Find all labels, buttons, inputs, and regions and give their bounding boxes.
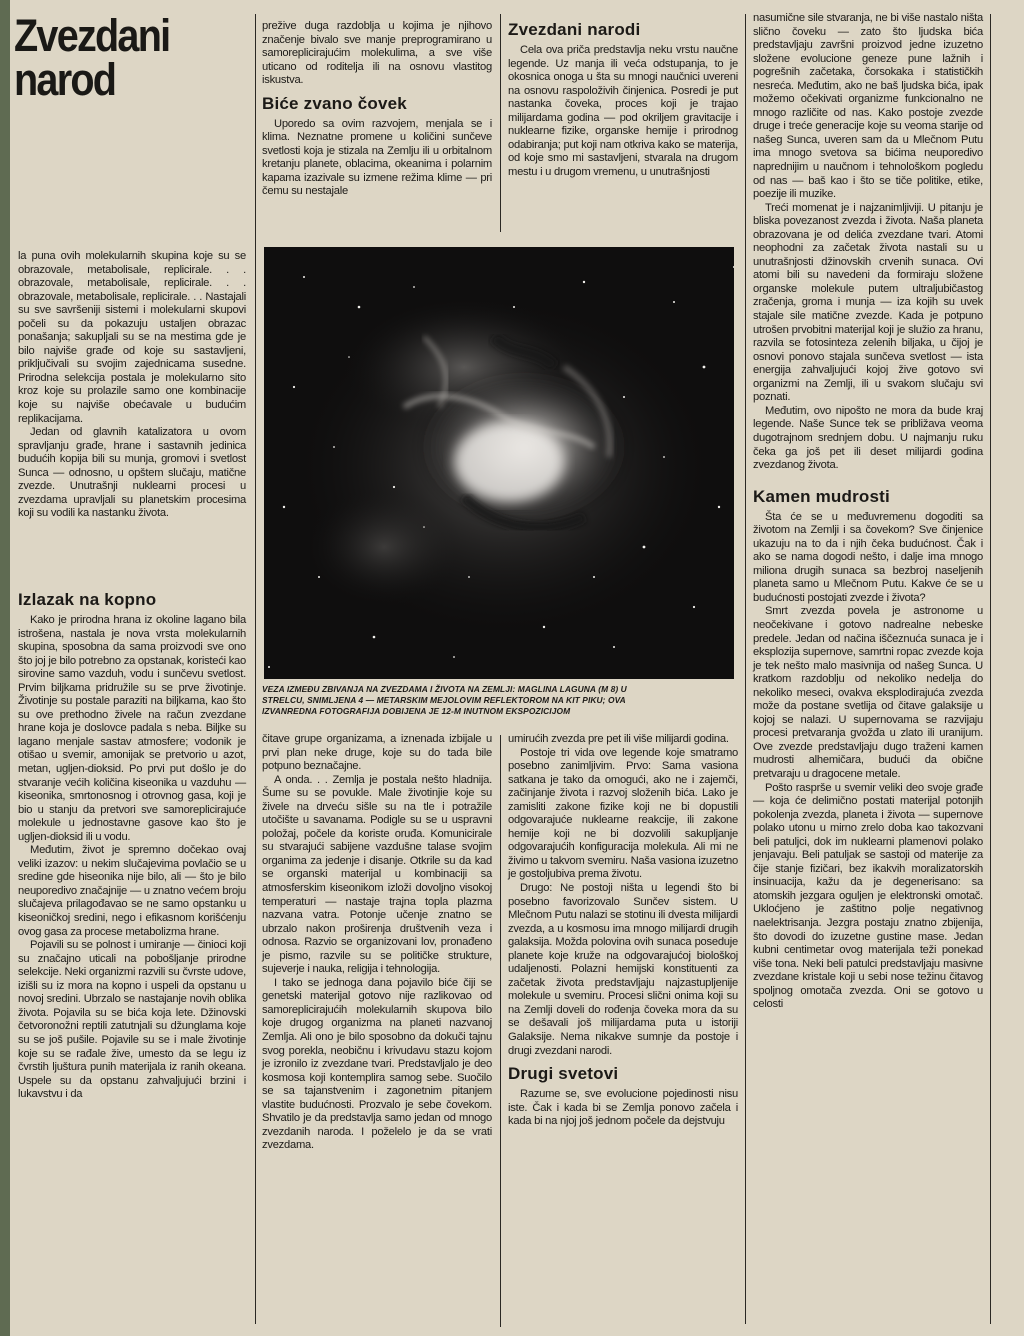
column-2-bottom bbox=[262, 733, 492, 1153]
column-rule bbox=[500, 14, 501, 232]
paragraph: Kako je prirodna hrana iz okoline lagano bila istrošena, nastala je nova vrsta molekularnih skupina, sposobna da sama proizvodi sve ono što joj je bilo potrebno za opstanak, koristeći kao sirovine samo vazduh, vodu i sunčevu svetlost. Prvim biljkama pridružile su se prve životinje. Životinje su postale paraziti na biljkama, kao što su ove prethodno živele na račun zvezdane hrane koja je doslovce padala s neba. Biljke su lagano menjale sastav atmosfere; vodonik je otišao u svemir, amonijak se pretvorio u azot, metan, ugljen-dioksid. Po prvi put došlo je do stvaranje većih količina kiseonika u vazduhu — kiseonika, smrtonosnog i otrovnog gasa, koji je bio u stanju da pretvori sve samoreplicirajuće molekule u jednostavne gasove kao što je ugljen-dioksid ili u vodu. bbox=[18, 614, 246, 843]
paragraph: čitave grupe organizama, a iznenada izbijale u prvi plan neke druge, koje su do tada bile potpuno beznačajne. bbox=[262, 733, 492, 773]
paragraph: Razume se, sve evolucione pojedinosti nisu iste. Čak i kada bi se Zemlja ponovo začela i kada bi na njoj još jednom počele da dejstvuju bbox=[508, 1088, 738, 1128]
paragraph: Međutim, život je spremno dočekao ovaj veliki izazov: u nekim slučajevima povlačio se u sredine gde hiseonika nije bilo, ali — što je bilo neuporedivo značajnije — u znatno većem broju slučajeva prilagođavao se ne samo opstanku u kiseoničkoj sredini, nego i efikasnom korišćenju ovog gasa za procese metabolizma hrane. bbox=[18, 844, 246, 938]
column-3-bottom bbox=[508, 733, 738, 1129]
section-heading-zvezdani-narodi: Zvezdani narodi bbox=[508, 20, 641, 39]
paragraph: Cela ova priča predstavlja neku vrstu naučne legende. Uz manja ili veća odstupanja, to je okosnica onoga u šta su mnogi naučnici uvereni na osnovu raspoloživih činjenica. Posredi je put nastanka čoveka, proces koji je trajao milijardama godina — pod okriljem gravitacije i nuklearne fizike, organske hemije i prirodnog odabiranja; put koji nam otkriva kako se materija, od koje smo mi sastavljeni, stvarala na drugom mestu i u drugom vremenu, u unutrašnjosti bbox=[508, 44, 739, 178]
paragraph: umirućih zvezda pre pet ili više milijardi godina. bbox=[508, 733, 729, 745]
paragraph: A onda. . . Zemlja je postala nešto hladnija. Šume su se povukle. Male životinjie koje su živele na drveću sišle su na tle i potražile utočište u savanama. Podigle su se u uspravni položaj, počele da koriste oruđa. Komunicirale su stvarajući sabijene vazdušne talase svojim organima za jedenje i disanje. Otkrile su da kad se organski materijal u kombinaciji sa atmosferskim kiseonikom izloži dovoljno visokoj temperaturi — nastaje trajna topla plazma nazvana vatra. Potonje učenje znatno se ubrzalo nakon proširenja društvenih veza i odnosa. Razvio se organizovani lov, pronađeno je pismo, razvile su se političke strukture, sujeverje i nauka, religija i tehnologija. bbox=[262, 773, 492, 976]
paragraph: Treći momenat je i najzanimljiviji. U pitanju je bliska povezanost zvezda i života. Naša planeta obrazovana je od delića zvezdane tvari. Atomi neophodni za začetak života nastali su u unutrašnjosti džinovskih crvenih sunaca. Ovi atomi bili su navedeni da formiraju složene organske molekule putem ultraljubičastog zračenja, groma i munja — iza kojih su uvek stajale sile matične zvezde. Kada je potpuno utrošen prvobitni materijal koji je služio za hranu, razvila se fotosinteza zelenih biljaka, u čijoj je osnovi ponovo stajala sunčeva svetlost — ista energija zahvaljujući kojoj žive gotovo svi organizmi na Zemlji, ili u svakom slučaju svi poznati. bbox=[753, 201, 983, 404]
column-rule bbox=[500, 735, 501, 1327]
column-1-top bbox=[18, 250, 246, 521]
column-2-top bbox=[262, 20, 492, 199]
article-title bbox=[14, 10, 170, 105]
column-rule bbox=[745, 14, 746, 1324]
section-heading-drugi-svetovi: Drugi svetovi bbox=[508, 1064, 619, 1084]
column-4 bbox=[753, 12, 983, 1012]
caption-line: STRELCU, SNIMLJENA 4 — METARSKIM MEJOLOVIM REFLEKTOROM NA KIT PIKU; OVA bbox=[262, 695, 626, 705]
paragraph: Šta će se u međuvremenu dogoditi sa životom na Zemlji i sa čovekom? Sve činjenice ukazuju na to da i njih čeka budućnost. Čak i ako se nama dogodi nešto, i dalje ima mnogo miliona drugih sunaca sa bezbroj naseljenih planeta samo u Mlečnom Putu. Kakve će se u budućnosti postojati zvezde i života? bbox=[753, 510, 983, 604]
column-rule bbox=[255, 14, 256, 1324]
paragraph: Pojavili su se polnost i umiranje — činioci koji su značajno uticali na pobošljanje prirodne selekcije. Neki organizmi razvili su čvrste udove, izišli su iz mora na kopno i uspeli da opstanu u novoj sredini. Ubrzalo se nastajanje novih oblika života. Pojavila su se bića koja lete. Džinovski četvoronožni reptili zatutnjali su džunglama koje su se još pušile. Pojavile su se i male životinje koje su se rađale žive, umesto da se legu iz čvrstih ljuštura punih materijala iz ranih okeana. Uspele su da opstanu zahvaljujući brzini i lukavstvu i da bbox=[18, 939, 246, 1101]
paragraph: Uporedo sa ovim razvojem, menjala se i klima. Neznatne promene u količini sunčeve svetlosti koja je stizala na Zemlju ili u orbitalnom kretanju planete, oblacima, okeanima i polarnim kapama izazivale su izmene režima klime — pri čemu su nestajale bbox=[262, 117, 492, 198]
caption-line: IZVANREDNA FOTOGRAFIJA DOBIJENA JE 12-M INUTNOM EKSPOZICIJOM bbox=[262, 706, 571, 716]
caption-line: VEZA IZMEĐU ZBIVANJA NA ZVEZDAMA I ŽIVOTA NA ZEMLJI: MAGLINA LAGUNA (M 8) U bbox=[262, 684, 627, 694]
paragraph: Jedan od glavnih katalizatora u ovom spravljanju građe, hrane i sastavnih jedinica budućih kopija bili su munja, gromovi i svetlost Sunca — odnosno, u opštem slučaju, matične zvezde. Unutrašnji nuklearni procesi u zvezdama upravljali su planetskim procesima koji su vodili ka nastanku života. bbox=[18, 426, 246, 520]
column-rule bbox=[990, 14, 991, 1324]
section-heading-izlazak-na-kopno: Izlazak na kopno bbox=[18, 590, 157, 609]
paragraph: la puna ovih molekularnih skupina koje su se obrazovale, metabolisale, replicirale. . . obrazovale, metabolisale, replicirale. . . obrazovale, metabolisale, replicirale. . . Nastajali su sve savršeniji sistemi i molekularni skupovi počeli su da pokazuju ustaljen obrazac ponašanja; sakupljali su se na mestima gde je bilo najviše građe od koje su sastavljeni, priključivali su svojim zajednicama susedne. Prirodna selekcija postala je molekularno sito kroz koje su prolazile samo one kombinacije koje su najviše obećavale u budućim replikacijama. bbox=[18, 250, 246, 425]
paragraph: Međutim, ovo nipošto ne mora da bude kraj legende. Naše Sunce tek se približava veoma dugotrajnom srednjem dobu. U najmanju ruku čeka ga još pet ili deset milijardi godina zvezdanog života. bbox=[753, 404, 983, 472]
article-title-line-2: narod bbox=[14, 54, 116, 105]
photo-caption bbox=[262, 684, 740, 717]
paragraph: Postoje tri vida ove legende koje smatramo posebno zanimljivim. Prvo: Sama vasiona satkana je tako da omogući, ako ne i zajemči, začinjanje života i razvoj složenih bića. Lako je zamisliti zakone fizike koji ne bi dopustili odgovarajuće nuklearne reakcije, ili zakone hemije koji ne bi dozvolili sakupljanje odgovarajućih konfiguracija molekula. Ali mi ne živimo u takvom svemiru. Naša vasiona izuzetno je gostoljubiva prema životu. bbox=[508, 746, 738, 881]
section-heading-kamen-mudrosti: Kamen mudrosti bbox=[753, 486, 890, 506]
page-edge-binding bbox=[0, 0, 10, 1336]
paragraph: prežive duga razdoblja u kojima je njihovo značenje bivalo sve manje preprogramirano u samoreplicirajućim molekulima, a sve više uticano od roditelja ili na osnovu vlastitog iskustva. bbox=[262, 20, 492, 87]
paragraph: Pošto rasprše u svemir veliki deo svoje građe — koja će delimično postati materijal potonjih pokolenja zvezda, planeta i života — supernove polako utonu u mirno zrelo doba kao takozvani beli patuljci, dok im nuklearni plamenovi polako jenjavaju. Beli patuljak se sastoji od materije za čije stanje fizičari, bez ikakvih moralizatorskih insinuacija, kažu da je degenerisano: sa atomskih jezgara oguljen je elektronski omotač. Ukloćjeno je zaštitno polje negativnog naelektrisanja. Jezgra postaju znatno zbijenija, što dovodi do izuzetne gustine mase. Jedan kubni centimetar ovog materijala teži ponekad više tona. Neki beli patulci predstavljaju masivne zvezdane kristale koji u sebi nose težinu čitavog spoljnog omotača zvezda. Oni se gotovo u celosti bbox=[753, 781, 983, 1011]
paragraph: I tako se jednoga dana pojavilo biće čiji se genetski materijal gotovo nije razlikovao od samoreplicirajućih molekularnih skupova bilo koje drugog organizma na planeti nazvanoj Zemlja. Ali ono je bilo sposobno da dokuči tajnu svog porekla, neobičnu i krivudavu stazu kojom je izronilo iz zvezdane tvari. Predstavljalo je deo kosmosa koji kontemplira samog sebe. Suočilo se sa tajanstvenim i zagonetnim pitanjem vlastite budućnosti. Prozvalo je sebe čovekom. Shvatilo je da predstavlja samo jedan od mnogo zvezdanih naroda. I poželelo je da se vrati zvezdama. bbox=[262, 976, 492, 1152]
lagoon-nebula-photo bbox=[264, 247, 734, 679]
paragraph: nasumične sile stvaranja, ne bi više nastalo ništa slično čoveku — zato što ljudska bića predstavljaju završni proizvod jedne izuzetno složene evolucione geneze pune lažnih i pogrešnih začetaka, čorsokaka i statističkih nesreća. Međutim, ako ne baš ljudska bića, ipak možemo očekivati organizme funkcionalno ne mnogo različite od nas. Kako postoje zvezde druge i treće generacije koje su veoma starije od našeg Sunca, uveren sam da u Mlečnom Putu ima mnogo svetova sa bićima neuporedivo naprednijim u naučnom i tehnološkom pogledu od nas — baš kao i što se tiče politike, etike, poezije ili muzike. bbox=[753, 12, 983, 201]
nebula-image bbox=[264, 247, 734, 679]
column-1-bottom bbox=[18, 584, 246, 1102]
paragraph: Smrt zvezda povela je astronome u neočekivane i gotovo nadrealne nebeske predele. Jedan od načina iščeznuća sunaca je i eksplozija supernove, samrtni ropac zvezde koja je tek nešto malo masivnija od našeg Sunca. U kratkom razdoblju od nekoliko nedelja do nekoliko meseci, ovakva eksplodirajuća zvezda može da postane svetlija od čitave galaksije u kojoj se nalazi. U supernovama se razvijaju procesi pretvaranja gvožđa u zlato ili uranijum. Ove zvezde predstavljaju dugo traženi kamen mudrosti alhemičara, budući da obične pretvaraju u dragocene metale. bbox=[753, 605, 983, 780]
paragraph: Drugo: Ne postoji ništa u legendi što bi posebno favorizovalo Sunčev sistem. U Mlečnom Putu nalazi se stotinu ili dvesta milijardi zvezda, a u kosmosu ima mnogo milijardi drugih galaksija. Možda polovina ovih sunaca poseduje planete koje kruže na odgovarajućoj biološkoj udaljenosti. Polazni hemijski konstituenti za začetak života predstavljaju najzastupljenije molekule u svemiru. Procesi slični onima koji su na Zemlji doveli do rođenja čoveka mora da su se dešavali još milijardama puta u istoriji Galaksije. Nema nikakve sumnje da postoje i drugi zvezdani narodi. bbox=[508, 882, 738, 1057]
article-title-line-1: Zvezdani bbox=[14, 10, 170, 61]
section-heading-bice-zvano-covek: Biće zvano čovek bbox=[262, 93, 407, 113]
column-3-top bbox=[508, 18, 738, 179]
